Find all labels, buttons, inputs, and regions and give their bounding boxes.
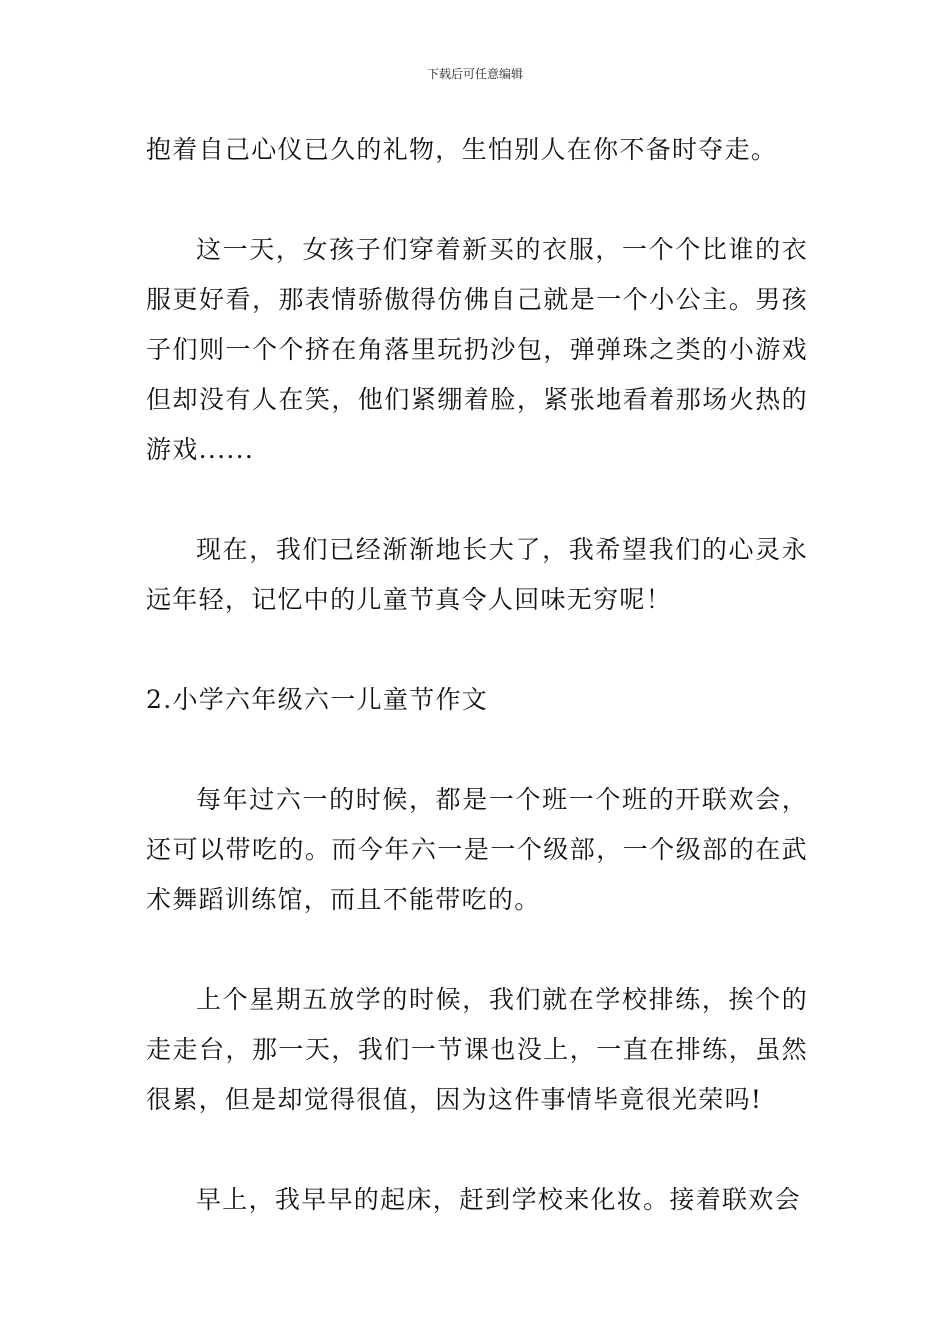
paragraph-rehearsal: 上个星期五放学的时候，我们就在学校排练，挨个的走走台，那一天，我们一节课也没上，一直在排练，虽然很累，但是却觉得很值，因为这件事情毕竟很光荣吗! xyxy=(146,985,808,1114)
paragraph-gap xyxy=(146,925,808,975)
paragraph-gap xyxy=(146,625,808,675)
paragraph-morning: 早上，我早早的起床，赶到学校来化妆。接着联欢会 xyxy=(196,1185,801,1214)
paragraph-growing-up: 现在，我们已经渐渐地长大了，我希望我们的心灵永远年轻，记忆中的儿童节真令人回味无穷呢！ xyxy=(146,535,808,614)
paragraph-every-year: 每年过六一的时候，都是一个班一个班的开联欢会，还可以带吃的。而今年六一是一个级部，一个级部的在武术舞蹈训练馆，而且不能带吃的。 xyxy=(146,785,808,914)
page-header: 下载后可任意编辑 xyxy=(426,67,523,81)
paragraph-continuation: 抱着自己心仪已久的礼物，生怕别人在你不备时夺走。 xyxy=(146,135,778,164)
paragraph-gap xyxy=(146,1125,808,1175)
paragraph-gap xyxy=(146,475,808,525)
section-heading: 2.小学六年级六一儿童节作文 xyxy=(146,685,489,714)
paragraph-gap xyxy=(146,725,808,775)
paragraph-gap xyxy=(146,175,808,225)
paragraph-children-day: 这一天，女孩子们穿着新买的衣服，一个个比谁的衣服更好看，那表情骄傲得仿佛自己就是一个小公主。男孩子们则一个个挤在角落里玩扔沙包，弹弹珠之类的小游戏但却没有人在笑，他们紧绷着脸，紧张地看着那场火热的游戏...... xyxy=(146,235,808,464)
document-body xyxy=(146,125,808,1225)
